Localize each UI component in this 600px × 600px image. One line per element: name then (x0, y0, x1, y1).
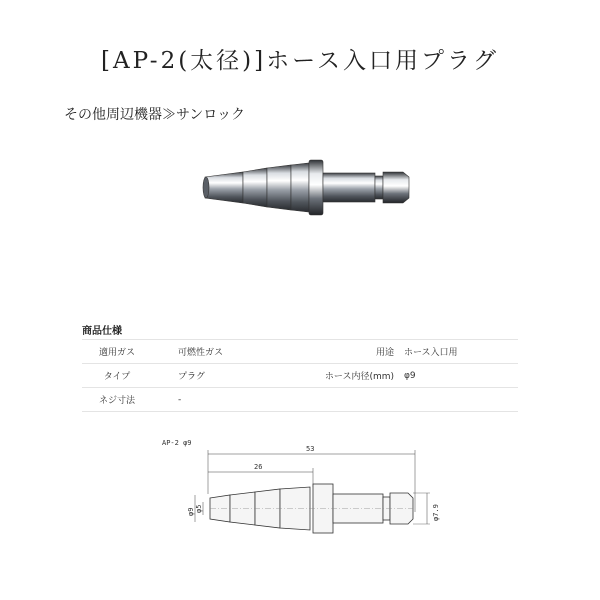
dim-tip-dia: φ7.9 (432, 504, 440, 521)
spec-value: ホース入口用 (404, 348, 458, 358)
technical-drawing (150, 432, 450, 552)
spec-row (82, 364, 518, 388)
spec-value: - (178, 394, 182, 405)
breadcrumb[interactable]: その他周辺機器≫サンロック (64, 107, 246, 123)
spec-label: ホース内径(mm) (324, 372, 394, 382)
spec-row (82, 388, 518, 412)
spec-label: 用途 (375, 348, 394, 358)
spec-row (82, 340, 518, 364)
spec-label: ネジ寸法 (98, 396, 135, 406)
spec-heading: 商品仕様 (82, 326, 122, 337)
model-label: AP-2 φ9 (162, 439, 192, 447)
dim-barb-length: 26 (254, 463, 263, 471)
spec-table (82, 339, 518, 412)
dim-outer-dia: φ9 (187, 507, 195, 516)
page-title: [AP-2(太径)]ホース入口用プラグ (101, 48, 499, 74)
spec-label: タイプ (103, 372, 131, 382)
spec-label: 適用ガス (98, 348, 135, 358)
dim-total-length: 53 (306, 445, 315, 453)
spec-value: φ9 (404, 370, 416, 381)
spec-value: プラグ (178, 372, 206, 382)
dim-inner-dia: φ5 (195, 504, 203, 513)
hose-plug-fitting-photo (195, 150, 420, 225)
spec-value: 可燃性ガス (178, 348, 224, 358)
